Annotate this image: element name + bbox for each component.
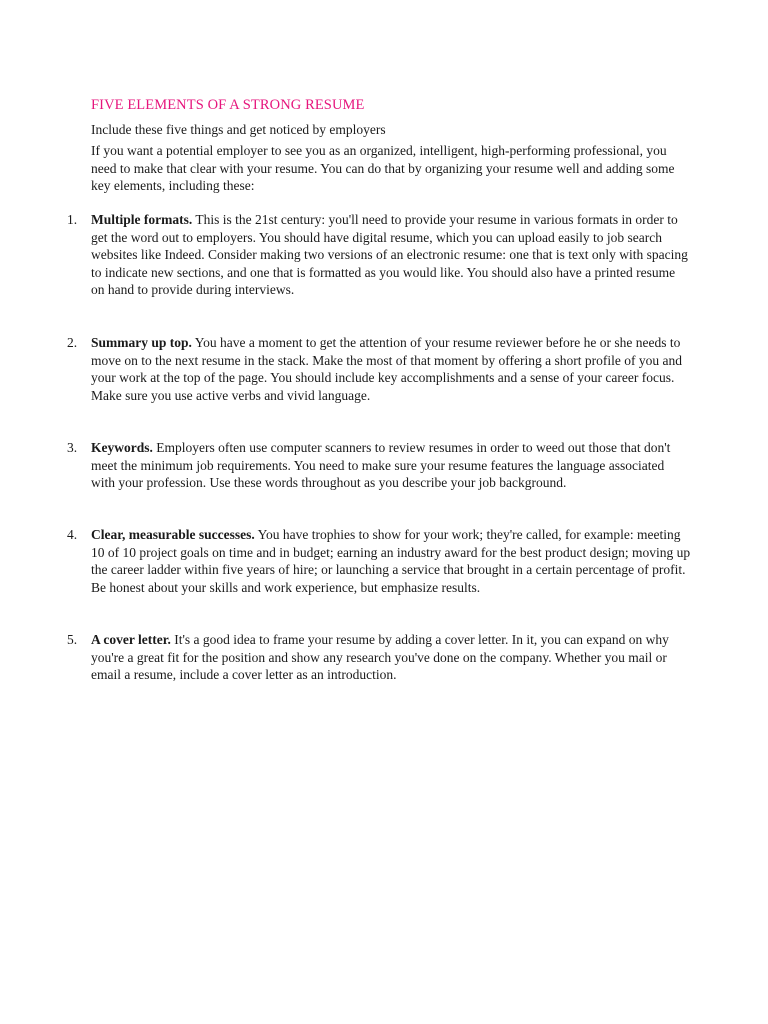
list-item-text: You have trophies to show for your work; they're called, for example: meeting 10 of 10 project goals on time and in budget; earning an industry award for the best product design; moving up the career ladder within five years of hire; or launching a service that brought in a certain percentage of profit. Be honest about your skills and work experience, but emphasize results. (91, 527, 691, 595)
document-subtitle: Include these five things and get noticed by employers (91, 122, 386, 137)
document-title: FIVE ELEMENTS OF A STRONG RESUME (91, 97, 365, 113)
list-item-body (91, 439, 691, 492)
list-item-body (91, 631, 691, 684)
list-item-text: It's a good idea to frame your resume by adding a cover letter. In it, you can expand on why you're a great fit for the position and show any research you've done on the company. Whether you mail or email a resume, include a cover letter as an introduction. (91, 632, 669, 682)
list-item-text: You have a moment to get the attention of your resume reviewer before he or she needs to move on to the next resume in the stack. Make the most of that moment by offering a short profile of you and your work at the top of the page. You should include key accomplishments and a sense of your career focus. Make sure you use active verbs and vivid language. (91, 335, 682, 403)
list-item-number: 5. (67, 632, 78, 647)
list-item-heading: Clear, measurable successes. (91, 527, 255, 542)
list-item-heading: Summary up top. (91, 335, 192, 350)
list-item-number: 1. (67, 212, 78, 227)
list-item-heading: A cover letter. (91, 632, 171, 647)
list-item-text: Employers often use computer scanners to review resumes in order to weed out those that don't meet the minimum job requirements. You need to make sure your resume features the language associated with your profession. Use these words throughout as you describe your job background. (91, 440, 671, 490)
list-item-heading: Multiple formats. (91, 212, 193, 227)
list-item-text: This is the 21st century: you'll need to provide your resume in various formats in order to get the word out to employers. You should have digital resume, which you can upload easily to job search websites like Indeed. Consider making two versions of an electronic resume: one that is text only with spacing to indicate new sections, and one that is formatted as you would like. You should also have a printed resume on hand to provide during interviews. (91, 212, 688, 297)
list-item-body (91, 211, 691, 299)
intro-paragraph: If you want a potential employer to see you as an organized, intelligent, high-performing professional, you need to make that clear with your resume. You can do that by organizing your resume well and adding some key elements, including these: (91, 143, 675, 193)
list-item-heading: Keywords. (91, 440, 153, 455)
list-item-number: 2. (67, 335, 78, 350)
list-item-number: 4. (67, 527, 78, 542)
list-item-number: 3. (67, 440, 78, 455)
list-item-body (91, 334, 691, 404)
list-item-body (91, 526, 691, 596)
